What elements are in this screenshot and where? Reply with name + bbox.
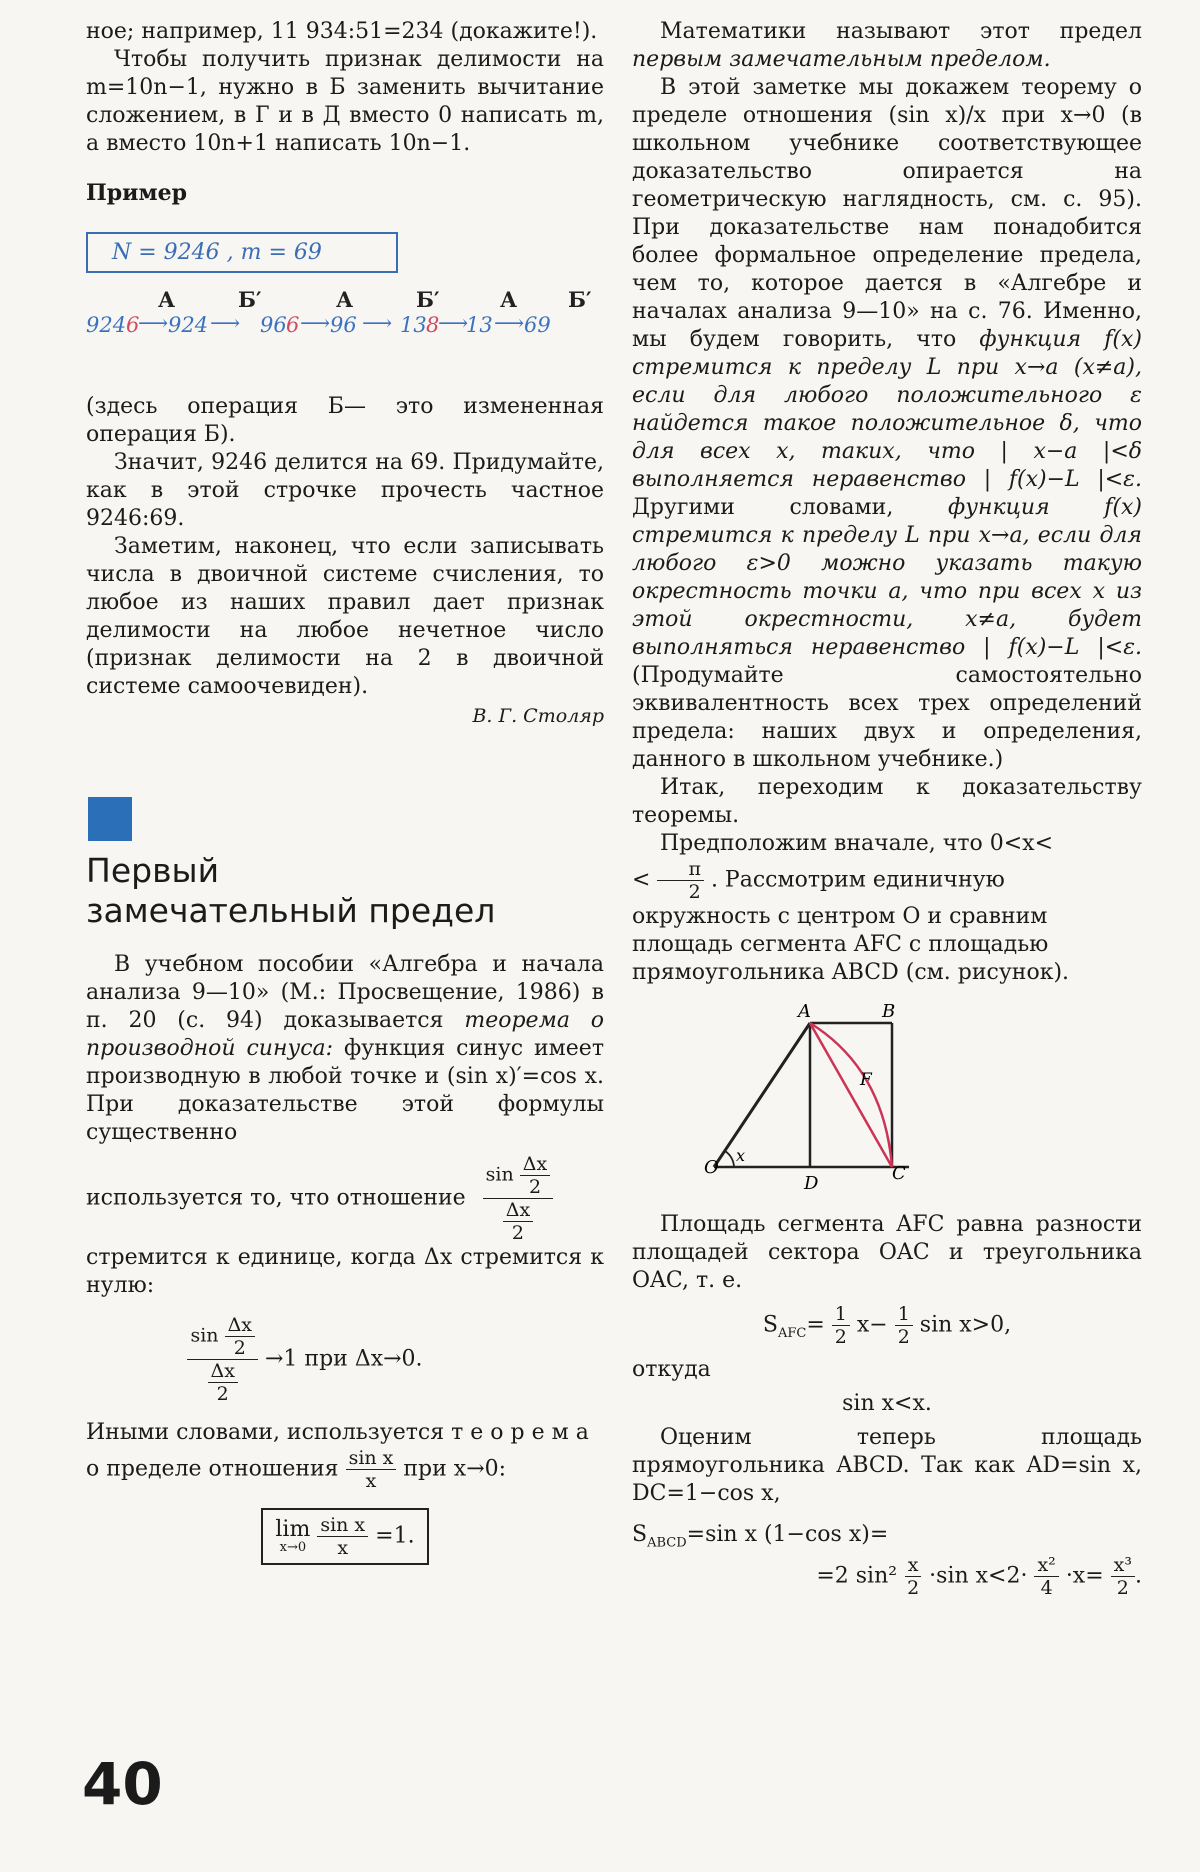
term: первым замечательным пределом. — [632, 47, 1051, 72]
tends-text: →1 при Δx→0. — [265, 1346, 423, 1372]
text: x− — [856, 1312, 888, 1338]
fraction-numerator — [483, 1153, 554, 1199]
dx-text: Δx — [520, 1153, 550, 1176]
fraction-numerator: x³ — [1111, 1554, 1135, 1577]
fraction-denominator: 2 — [897, 1326, 910, 1348]
fraction-numerator: π — [657, 858, 704, 881]
right-column — [632, 18, 1142, 1599]
fraction-numerator: sin x — [317, 1514, 368, 1537]
x3-half-fraction — [1111, 1554, 1135, 1599]
area-symbol: S — [632, 1522, 648, 1547]
area-subscript: ABCD — [647, 1535, 687, 1551]
chord-AC — [810, 1023, 892, 1167]
author-signature: В. Г. Столяр — [472, 705, 604, 727]
paragraph — [86, 951, 604, 1147]
sinx-fraction — [317, 1514, 368, 1559]
label-F: F — [860, 1070, 872, 1090]
text: при x→0: — [403, 1456, 507, 1482]
fraction-denominator — [500, 1199, 536, 1244]
inner-fraction — [520, 1153, 550, 1198]
arrow-icon: ⟶ — [494, 311, 525, 335]
inner-fraction — [208, 1360, 238, 1405]
label-A: A — [798, 1001, 811, 1022]
two-text: 2 — [233, 1337, 246, 1359]
section-marker — [88, 797, 132, 841]
article-title — [86, 851, 604, 931]
paragraph: Оценим теперь площадь прямоугольника ABCD. Так как AD=sin x, DC=1−cos x, — [632, 1425, 1142, 1506]
ratio-fraction — [483, 1153, 554, 1244]
definition: функция f(x) стремится к пределу L при x→a, если для любого ε>0 можно указать такую окрестность точки a, что при всех x из этой окрестности, x≠a, будет выполняться неравенство | f(x)−L |<ε. — [632, 495, 1143, 660]
text: sin x>0, — [919, 1312, 1012, 1338]
arrow-icon: ⟶ — [300, 311, 331, 335]
text: В учебном пособии «Алгебра и начала анализа 9—10» (М.: Просвещение, 1986) в п. 20 (с. 94) доказывается — [86, 952, 604, 1033]
paragraph: Чтобы получить признак делимости на m=10n−1, нужно в Б заменить вычитание сложением, в Г и в Д вместо 0 написать m, а вместо 10n+1 написать 10n−1. — [86, 47, 604, 156]
segment-area-formula — [632, 1303, 1142, 1348]
segment-OA — [714, 1023, 810, 1167]
lt-sign: < — [632, 867, 651, 893]
definition: функция f(x) стремится к пределу L при x→a (x≠a), если для любого положительного ε найдется такое положительное δ, что для всех x, таких, что | x−a |<δ выполняется неравенство | f(x)−L |<ε. — [632, 327, 1142, 492]
label-B: B — [882, 1001, 896, 1022]
dx-text: Δx — [503, 1199, 533, 1222]
text: Математики называют этот предел — [660, 19, 1142, 44]
paragraph — [632, 74, 1142, 774]
arrow-icon: ⟶ — [438, 311, 469, 335]
lim-subscript: x→0 — [279, 1539, 307, 1555]
text: используется то, что отношение — [86, 1185, 466, 1211]
dx-text: Δx — [225, 1314, 255, 1337]
chain-number: 96 — [330, 313, 357, 337]
text: ·sin x<2· — [929, 1563, 1028, 1589]
sin-text: sin — [190, 1324, 219, 1347]
fraction-numerator: x² — [1034, 1554, 1058, 1577]
limit-formula — [6, 1314, 604, 1405]
fraction-numerator: sin x — [346, 1447, 397, 1470]
chain-label: Б′ — [238, 287, 262, 312]
chain-label: А — [500, 287, 518, 312]
paragraph: ное; например, 11 934:51=234 (докажите!). — [86, 19, 598, 44]
unit-circle-figure — [704, 1001, 964, 1201]
fraction-denominator: 2 — [1116, 1577, 1129, 1600]
chain-label: Б′ — [568, 287, 592, 312]
half-fraction — [832, 1303, 850, 1348]
chain-number: 69 — [524, 313, 551, 337]
chain-digit: 8 — [426, 313, 440, 337]
label-C: C — [892, 1163, 906, 1184]
text: ·x= — [1065, 1563, 1104, 1589]
chain-label: А — [336, 287, 354, 312]
pi-half-fraction — [657, 858, 704, 903]
rectangle-area-formula — [632, 1522, 1142, 1550]
fraction-denominator: 2 — [688, 881, 701, 903]
text: В этой заметке мы докажем теорему о пределе отношения (sin x)/x при x→0 (в школьном учебнике соответствующее доказательство опирается на геометрическую наглядность, см. с. 95). При доказательстве нам понадобится более формальное определение предела, чем то, которое дается в «Алгебре и началах анализа 9—10» на с. 76. Именно, мы будем говорить, что — [632, 75, 1142, 352]
paragraph: Итак, переходим к доказательству теоремы. — [632, 775, 1142, 828]
angle-arc — [725, 1151, 734, 1167]
arrow-icon: ⟶ — [138, 311, 169, 335]
arrow-icon: ⟶ — [210, 311, 241, 335]
left-column — [86, 18, 604, 1565]
label-x: x — [736, 1146, 746, 1165]
fraction-denominator: 2 — [834, 1326, 847, 1348]
paragraph: откуда — [632, 1357, 711, 1382]
fraction-denominator — [205, 1360, 241, 1405]
paragraph — [86, 1419, 604, 1492]
text: функция синус имеет производную в любой точке и (sin x)′=cos x. При доказательстве этой формулы существенно — [86, 1036, 604, 1145]
fraction-numerator — [187, 1314, 258, 1360]
theorem-name: теорема о производной синуса: — [86, 1008, 605, 1061]
title-line: замечательный предел — [86, 891, 496, 930]
fraction-denominator: x — [337, 1537, 349, 1559]
lim-operator — [275, 1516, 311, 1555]
inner-fraction — [503, 1199, 533, 1244]
paragraph: стремится к единице, когда Δx стремится к нулю: — [86, 1245, 604, 1298]
two-text: 2 — [216, 1383, 229, 1405]
two-text: 2 — [511, 1222, 524, 1244]
paragraph: Площадь сегмента AFC равна разности площадей сектора OAC и треугольника OAC, т. е. — [632, 1212, 1142, 1293]
text: Иными словами, используется т е о р е м а о пределе отношения — [86, 1420, 589, 1482]
sin-text: sin — [485, 1163, 514, 1186]
chain-number: 13 — [466, 313, 493, 337]
arrow-icon: ⟶ — [362, 311, 393, 335]
sin-inequality: sin x<x. — [842, 1391, 932, 1416]
ratio-fraction — [187, 1314, 258, 1405]
inner-fraction — [225, 1314, 255, 1359]
paragraph — [632, 830, 1142, 987]
fraction-denominator: x — [365, 1470, 377, 1492]
text: =sin x (1−cos x)= — [686, 1522, 889, 1547]
chain-number: 924 — [168, 313, 209, 337]
label-O: O — [704, 1157, 719, 1178]
fraction-numerator: x — [905, 1554, 922, 1577]
chain-digit: 6 — [286, 313, 300, 337]
first-limit-box — [86, 1508, 604, 1565]
fraction-denominator: 4 — [1040, 1577, 1053, 1600]
chain-number: 96 — [260, 313, 287, 337]
equals-one: =1. — [375, 1523, 415, 1549]
two-text: 2 — [528, 1176, 542, 1198]
rectangle-area-estimate — [632, 1554, 1142, 1599]
example-label: Пример — [86, 180, 187, 206]
sinx-fraction — [346, 1447, 397, 1492]
paragraph: (здесь операция Б— это измененная операция Б). — [86, 394, 604, 447]
label-D: D — [804, 1173, 819, 1194]
dx-text: Δx — [208, 1360, 238, 1383]
page-number: 40 — [82, 1750, 163, 1818]
paragraph — [632, 18, 1142, 74]
fraction-numerator: 1 — [895, 1303, 913, 1326]
half-fraction — [895, 1303, 913, 1348]
chain-label: Б′ — [416, 287, 440, 312]
paragraph: Заметим, наконец, что если записывать числа в двоичной системе счисления, то любое из наших правил дает признак делимости на любое нечетное число (признак делимости на 2 в двоичной системе самоочевиден). — [86, 534, 604, 699]
example-box: N = 9246 , m = 69 — [86, 232, 398, 273]
x2-quarter-fraction — [1034, 1554, 1058, 1599]
text: Другими словами, — [632, 495, 894, 520]
division-chain — [86, 281, 604, 377]
period: . — [1135, 1563, 1142, 1589]
text: (Продумайте самостоятельно эквивалентность всех трех определений предела: наших двух и определения, данного в школьном учебнике.) — [632, 663, 1142, 772]
fraction-denominator: 2 — [907, 1577, 920, 1600]
paragraph: Значит, 9246 делится на 69. Придумайте, как в этой строчке прочесть частное 9246:69. — [86, 450, 604, 531]
text: =2 sin² — [816, 1563, 898, 1589]
x-half-fraction — [904, 1554, 922, 1599]
chain-digit: 6 — [126, 313, 140, 337]
chain-label: А — [158, 287, 176, 312]
title-line: Первый — [86, 851, 220, 890]
lim-text: lim — [275, 1516, 311, 1542]
area-symbol: S — [762, 1312, 778, 1338]
paragraph — [86, 1153, 604, 1244]
text: . Рассмотрим единичную окружность с центром O и сравним площадь сегмента AFC с площадью прямоугольника ABCD (см. рисунок). — [632, 867, 1070, 985]
area-subscript: AFC — [777, 1325, 807, 1341]
chain-number: 13 — [400, 313, 427, 337]
chain-number: 924 — [86, 313, 127, 337]
equals: = — [806, 1312, 825, 1338]
limit-box — [261, 1508, 428, 1565]
text: Предположим вначале, что 0<x< — [660, 831, 1054, 856]
fraction-numerator: 1 — [832, 1303, 850, 1326]
